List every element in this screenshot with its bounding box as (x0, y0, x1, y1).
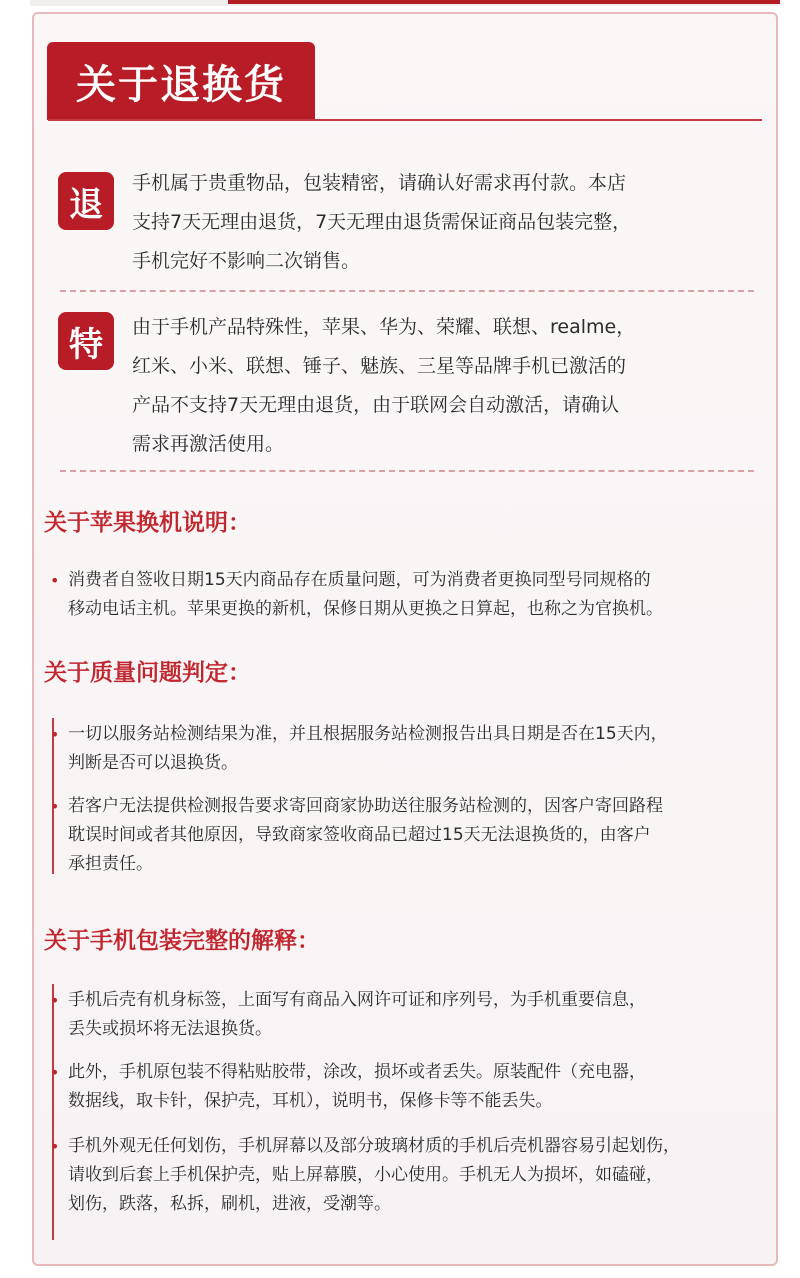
return-line: 手机完好不影响二次销售。 (132, 250, 361, 272)
return-policy-card (32, 12, 778, 1266)
return-paragraph (132, 164, 772, 281)
list-item: • 一切以服务站检测结果为准，并且根据服务站检测报告出具日期是否在15天内， 判断是否可以退换货。 (48, 720, 768, 778)
special-line: 由于手机产品特殊性，苹果、华为、荣耀、联想、realme， (132, 316, 636, 338)
return-line: 支持7天无理由退货，7天无理由退货需保证商品包装完整， (132, 211, 632, 233)
special-line: 红米、小米、联想、锤子、魅族、三星等品牌手机已激活的 (132, 355, 627, 377)
list-item: • 此外，手机原包装不得粘贴胶带，涂改，损坏或者丢失。原装配件（充电器， 数据线，取卡针，保护壳，耳机），说明书，保修卡等不能丢失。 (48, 1058, 768, 1116)
special-line: 产品不支持7天无理由退货，由于联网会自动激活，请确认 (132, 394, 620, 416)
special-badge: 特 (58, 312, 114, 370)
apple-section-heading: 关于苹果换机说明： (44, 510, 251, 536)
list-item: • 若客户无法提供检测报告要求寄回商家协助送往服务站检测的，因客户寄回路程 耽误时间或者其他原因，导致商家签收商品已超过15天无法退换货的，由客户 承担责任。 (48, 792, 768, 879)
special-line: 需求再激活使用。 (132, 433, 285, 455)
list-item: • 手机外观无任何划伤，手机屏幕以及部分玻璃材质的手机后壳机器容易引起划伤， 请收到后套上手机保护壳，贴上屏幕膜，小心使用。手机无人为损坏，如磕碰， 划伤，跌落，私拆，刷机，进液，受潮等。 (48, 1132, 768, 1219)
return-badge: 退 (58, 172, 114, 230)
dashed-divider (60, 290, 754, 292)
top-bar-accent (228, 0, 780, 4)
title-rule (48, 119, 762, 121)
page-title: 关于退换货 (47, 42, 315, 120)
packaging-section-heading: 关于手机包装完整的解释： (44, 928, 320, 954)
special-paragraph (132, 308, 772, 464)
dashed-divider (60, 470, 754, 472)
list-item: • 消费者自签收日期15天内商品存在质量问题，可为消费者更换同型号同规格的 移动电话主机。苹果更换的新机，保修日期从更换之日算起，也称之为官换机。 (48, 566, 768, 624)
quality-section-heading: 关于质量问题判定： (44, 660, 251, 686)
return-line: 手机属于贵重物品，包装精密，请确认好需求再付款。本店 (132, 172, 627, 194)
list-item: • 手机后壳有机身标签，上面写有商品入网许可证和序列号，为手机重要信息， 丢失或损坏将无法退换货。 (48, 986, 768, 1044)
